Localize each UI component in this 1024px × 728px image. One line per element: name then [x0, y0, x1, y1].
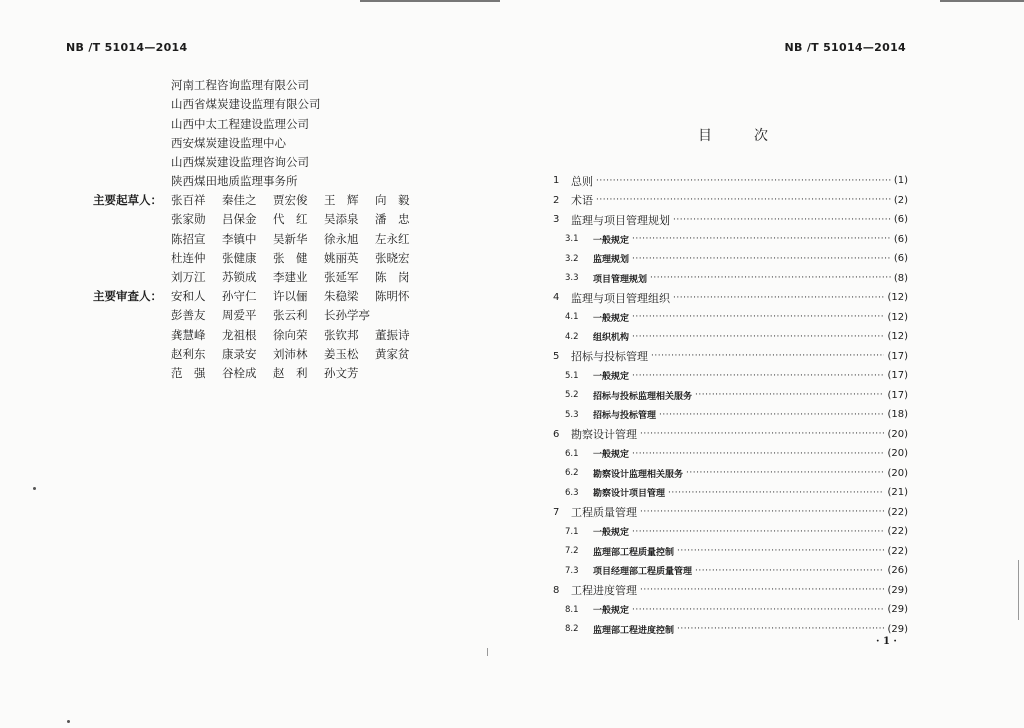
toc-entry-title: 招标与投标监理相关服务	[593, 391, 693, 402]
toc-section-entry	[553, 269, 908, 289]
person-name: 姜玉松	[324, 346, 359, 361]
person-name: 张晓宏	[375, 250, 410, 265]
toc-section-entry	[553, 561, 908, 581]
person-name: 陈明怀	[375, 289, 410, 303]
toc-entry-page: (26)	[887, 565, 908, 577]
toc-entry-title: 一般规定	[593, 606, 630, 617]
toc-entry-title: 项目管理规划	[593, 274, 648, 285]
toc-chapter-entry	[553, 503, 908, 523]
drafters-label: 主要起草人：	[93, 193, 162, 207]
person-name: 范 强	[171, 366, 206, 381]
reviewers-section	[93, 287, 426, 383]
toc-entry-number: 1	[553, 175, 560, 187]
toc-entry-number: 6.1	[565, 448, 579, 459]
toc-chapter-entry	[553, 191, 908, 211]
person-name: 秦佳之	[222, 193, 257, 207]
toc-entry-title: 勘察设计管理	[571, 428, 637, 442]
toc-entry-number: 7.1	[565, 526, 579, 537]
toc-entry-page: (21)	[887, 487, 908, 499]
person-name: 张家勋	[171, 212, 206, 227]
toc-entry-page: (12)	[887, 311, 908, 323]
reviewers-label: 主要审查人：	[93, 289, 162, 303]
toc-entry-title: 一般规定	[593, 528, 630, 539]
toc-entry-title: 工程质量管理	[571, 506, 637, 520]
toc-entry-number: 3.2	[565, 253, 579, 264]
person-name: 孙守仁	[222, 289, 257, 303]
person-name: 董振诗	[375, 327, 410, 342]
toc-entry-title: 监理部工程进度控制	[593, 625, 675, 636]
toc-entry-title: 一般规定	[593, 450, 630, 461]
toc-entry-title: 招标与投标管理	[593, 411, 657, 422]
toc-entry-number: 4.1	[565, 312, 579, 323]
page-number: · 1 ·	[876, 636, 897, 647]
toc-entry-number: 7	[553, 506, 560, 518]
toc-leader-dots	[695, 566, 884, 576]
toc-entry-number: 5	[553, 350, 560, 362]
toc-leader-dots	[632, 312, 884, 322]
person-name: 姚丽英	[324, 250, 359, 265]
toc-entry-page: (20)	[887, 428, 908, 440]
toc-section-entry	[553, 405, 908, 425]
toc-entry-page: (20)	[887, 448, 908, 460]
toc-leader-dots	[677, 546, 884, 556]
toc-entry-number: 5.3	[565, 409, 579, 420]
person-name: 张钦邦	[324, 327, 359, 342]
table-of-contents	[553, 171, 908, 639]
toc-entry-title: 一般规定	[593, 235, 630, 246]
toc-entry-page: (12)	[887, 292, 908, 304]
person-name: 长孙学亭	[324, 308, 370, 323]
toc-entry-number: 3.1	[565, 234, 579, 245]
toc-section-entry	[553, 620, 908, 640]
person-name: 李镇中	[222, 231, 257, 246]
toc-leader-dots	[632, 332, 884, 342]
toc-entry-page: (6)	[893, 214, 908, 226]
toc-entry-number: 6.3	[565, 487, 579, 498]
toc-leader-dots	[686, 468, 884, 478]
person-name: 张云利	[273, 308, 308, 323]
toc-entry-title: 总则	[571, 174, 593, 188]
toc-entry-title: 勘察设计监理相关服务	[593, 469, 684, 480]
toc-entry-number: 8	[553, 584, 560, 596]
toc-entry-number: 3	[553, 214, 560, 226]
toc-entry-page: (20)	[887, 467, 908, 479]
toc-section-entry	[553, 444, 908, 464]
person-name: 张健康	[222, 250, 257, 265]
person-name: 朱稳梁	[324, 289, 359, 303]
organization-list	[171, 76, 321, 192]
toc-chapter-entry	[553, 347, 908, 367]
toc-entry-page: (22)	[887, 545, 908, 557]
toc-leader-dots	[650, 273, 891, 283]
person-name: 张延军	[324, 270, 359, 285]
toc-entry-page: (17)	[887, 389, 908, 401]
person-name: 谷栓成	[222, 366, 257, 381]
toc-entry-title: 一般规定	[593, 313, 630, 324]
organization: 西安煤炭建设监理中心	[171, 135, 286, 150]
toc-entry-title: 监理与项目管理规划	[571, 213, 670, 227]
toc-entry-page: (29)	[887, 623, 908, 635]
person-name: 安和人	[171, 289, 206, 303]
toc-leader-dots	[677, 624, 884, 634]
toc-section-entry	[553, 542, 908, 562]
person-name: 赵利东	[171, 346, 206, 361]
toc-chapter-entry	[553, 210, 908, 230]
person-name: 代 红	[273, 212, 308, 227]
toc-entry-page: (29)	[887, 584, 908, 596]
organization: 山西中太工程建设监理公司	[171, 116, 309, 131]
page-header: NB /T 51014—2014	[66, 41, 188, 54]
toc-leader-dots	[659, 410, 884, 420]
person-name: 吴添泉	[324, 212, 359, 227]
toc-leader-dots	[632, 254, 891, 264]
toc-entry-page: (8)	[893, 272, 908, 284]
toc-entry-page: (6)	[893, 233, 908, 245]
toc-leader-dots	[640, 429, 884, 439]
toc-leader-dots	[695, 390, 884, 400]
toc-chapter-entry	[553, 171, 908, 191]
organization: 山西省煤炭建设监理有限公司	[171, 97, 321, 112]
person-name: 陈招宣	[171, 231, 206, 246]
toc-section-entry	[553, 386, 908, 406]
organization: 河南工程咨询监理有限公司	[171, 78, 309, 92]
person-name: 刘万江	[171, 270, 206, 285]
toc-entry-page: (22)	[887, 526, 908, 538]
drafters-section	[93, 191, 426, 287]
toc-entry-title: 工程进度管理	[571, 584, 637, 598]
person-name: 向 毅	[375, 193, 410, 207]
toc-entry-title: 项目经理部工程质量管理	[593, 567, 693, 578]
toc-entry-page: (2)	[893, 194, 908, 206]
toc-entry-page: (6)	[893, 253, 908, 265]
toc-section-entry	[553, 308, 908, 328]
person-name: 吕保金	[222, 212, 257, 227]
toc-entry-number: 2	[553, 194, 560, 206]
person-name: 刘沛林	[273, 346, 308, 361]
toc-entry-number: 5.1	[565, 370, 579, 381]
toc-entry-number: 7.3	[565, 565, 579, 576]
toc-entry-page: (29)	[887, 604, 908, 616]
toc-entry-title: 监理规划	[593, 255, 630, 266]
toc-section-entry	[553, 600, 908, 620]
person-name: 陈 岗	[375, 270, 410, 285]
toc-entry-title: 监理部工程质量控制	[593, 547, 675, 558]
person-name: 王 辉	[324, 193, 359, 207]
toc-section-entry	[553, 230, 908, 250]
toc-entry-title: 术语	[571, 194, 593, 208]
toc-entry-page: (18)	[887, 409, 908, 421]
person-name: 周爱平	[222, 308, 257, 323]
toc-leader-dots	[632, 371, 884, 381]
toc-entry-title: 招标与投标管理	[571, 350, 648, 364]
person-name: 潘 忠	[375, 212, 410, 227]
toc-chapter-entry	[553, 288, 908, 308]
toc-leader-dots	[632, 449, 884, 459]
toc-leader-dots	[632, 527, 884, 537]
toc-leader-dots	[668, 488, 884, 498]
toc-leader-dots	[632, 605, 884, 615]
toc-entry-page: (22)	[887, 506, 908, 518]
toc-entry-number: 3.3	[565, 273, 579, 284]
person-name: 李建业	[273, 270, 308, 285]
toc-title: 目次	[698, 128, 810, 144]
toc-leader-dots	[596, 176, 891, 186]
organization: 山西煤炭建设监理咨询公司	[171, 155, 309, 170]
person-name: 徐向荣	[273, 327, 308, 342]
toc-entry-number: 7.2	[565, 546, 579, 557]
organization: 陕西煤田地质监理事务所	[171, 174, 298, 189]
toc-leader-dots	[673, 215, 891, 225]
toc-entry-page: (12)	[887, 331, 908, 343]
toc-entry-number: 8.1	[565, 604, 579, 615]
toc-chapter-entry	[553, 581, 908, 601]
person-name: 吴新华	[273, 231, 308, 246]
person-name: 苏锁成	[222, 270, 257, 285]
person-name: 许以俪	[273, 289, 308, 303]
person-name: 杜连仲	[171, 250, 206, 265]
person-name: 孙文芳	[324, 366, 359, 381]
toc-entry-title: 组织机构	[593, 333, 630, 344]
person-name: 张 健	[273, 250, 308, 265]
toc-entry-page: (17)	[887, 370, 908, 382]
person-name: 赵 利	[273, 366, 308, 381]
toc-entry-number: 6	[553, 428, 560, 440]
toc-entry-page: (17)	[887, 350, 908, 362]
toc-section-entry	[553, 464, 908, 484]
person-name: 黄家贫	[375, 346, 410, 361]
person-name: 康录安	[222, 346, 257, 361]
person-name: 徐永旭	[324, 231, 359, 246]
toc-leader-dots	[640, 585, 884, 595]
person-name: 龚慧峰	[171, 327, 206, 342]
page-header: NB /T 51014—2014	[784, 41, 906, 54]
toc-leader-dots	[596, 195, 891, 205]
toc-chapter-entry	[553, 425, 908, 445]
toc-section-entry	[553, 522, 908, 542]
toc-leader-dots	[632, 234, 891, 244]
toc-section-entry	[553, 366, 908, 386]
toc-leader-dots	[640, 507, 884, 517]
toc-entry-number: 4	[553, 292, 560, 304]
person-name: 左永红	[375, 231, 410, 246]
toc-entry-title: 勘察设计项目管理	[593, 489, 666, 500]
toc-entry-title: 一般规定	[593, 372, 630, 383]
toc-entry-number: 5.2	[565, 390, 579, 401]
toc-entry-page: (1)	[893, 175, 908, 187]
toc-section-entry	[553, 483, 908, 503]
person-name: 彭善友	[171, 308, 206, 323]
toc-entry-title: 监理与项目管理组织	[571, 291, 670, 305]
person-name: 张百祥	[171, 193, 206, 207]
toc-leader-dots	[651, 351, 884, 361]
person-name: 龙祖根	[222, 327, 257, 342]
toc-section-entry	[553, 327, 908, 347]
toc-section-entry	[553, 249, 908, 269]
toc-leader-dots	[673, 293, 884, 303]
toc-entry-number: 8.2	[565, 624, 579, 635]
person-name: 贾宏俊	[273, 193, 308, 207]
toc-entry-number: 4.2	[565, 331, 579, 342]
toc-entry-number: 6.2	[565, 468, 579, 479]
